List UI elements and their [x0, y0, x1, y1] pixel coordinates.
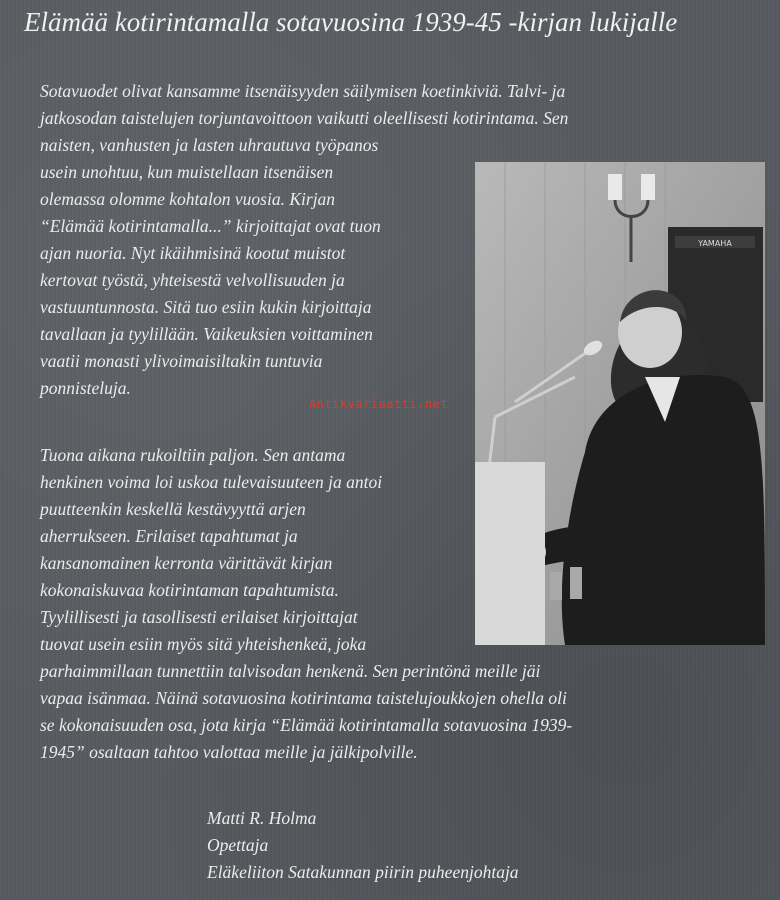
signature-name: Matti R. Holma [207, 808, 317, 828]
text-line: parhaimmillaan tunnettiin talvisodan henkenä. Sen perintönä meille jäi [40, 661, 541, 681]
text-line: Sotavuodet olivat kansamme itsenäisyyden säilymisen koetinkiviä. Talvi- ja [40, 81, 566, 101]
text-line: vastuuntunnosta. Sitä tuo esiin kukin kirjoittaja [40, 297, 372, 317]
text-line: tavallaan ja tyylillään. Vaikeuksien voittaminen [40, 324, 373, 344]
text-line: kansanomainen kerronta värittävät kirjan [40, 553, 333, 573]
text-line: vaatii monasti ylivoimaisiltakin tuntuvia [40, 351, 323, 371]
second-paragraph [40, 442, 760, 766]
text-line: henkinen voima loi uskoa tulevaisuuteen ja antoi [40, 472, 383, 492]
watermark: Antikvariaatti.net [309, 397, 449, 411]
text-line: “Elämää kotirintamalla...” kirjoittajat ovat tuon [40, 216, 381, 236]
svg-text:YAMAHA: YAMAHA [698, 239, 732, 248]
text-line: Tuona aikana rukoiltiin paljon. Sen antama [40, 445, 346, 465]
signature-organization: Eläkeliiton Satakunnan piirin puheenjohtaja [207, 862, 519, 882]
text-line: kertovat työstä, yhteisestä velvollisuuden ja [40, 270, 345, 290]
text-line: se kokonaisuuden osa, jota kirja “Elämää kotirintamalla sotavuosina 1939- [40, 715, 573, 735]
text-line: Tyylillisesti ja tasollisesti erilaiset kirjoittajat [40, 607, 358, 627]
text-line: kokonaiskuvaa kotirintaman tapahtumista. [40, 580, 339, 600]
text-line: jatkosodan taistelujen torjuntavoittoon vaikutti oleellisesti kotirintama. Sen [40, 108, 569, 128]
text-line: aherrukseen. Erilaiset tapahtumat ja [40, 526, 298, 546]
text-line: usein unohtuu, kun muistellaan itsenäisen [40, 162, 334, 182]
text-line: tuovat usein esiin myös sitä yhteishenkeä, joka [40, 634, 367, 654]
signature-block [207, 805, 519, 886]
text-line: ponnisteluja. [40, 378, 131, 398]
text-line: olemassa olomme kohtalon vuosia. Kirjan [40, 189, 336, 209]
text-line: vapaa isänmaa. Näinä sotavuosina kotirintama taistelujoukkojen ohella oli [40, 688, 567, 708]
text-line: puutteenkin keskellä kestävyyttä arjen [40, 499, 306, 519]
text-line: 1945” osaltaan tahtoo valottaa meille ja jälkipolville. [40, 742, 418, 762]
page-title: Elämää kotirintamalla sotavuosina 1939-45 -kirjan lukijalle [24, 7, 678, 37]
text-line: naisten, vanhusten ja lasten uhrautuva työpanos [40, 135, 379, 155]
signature-title: Opettaja [207, 835, 269, 855]
text-line: ajan nuoria. Nyt ikäihmisinä kootut muistot [40, 243, 346, 263]
